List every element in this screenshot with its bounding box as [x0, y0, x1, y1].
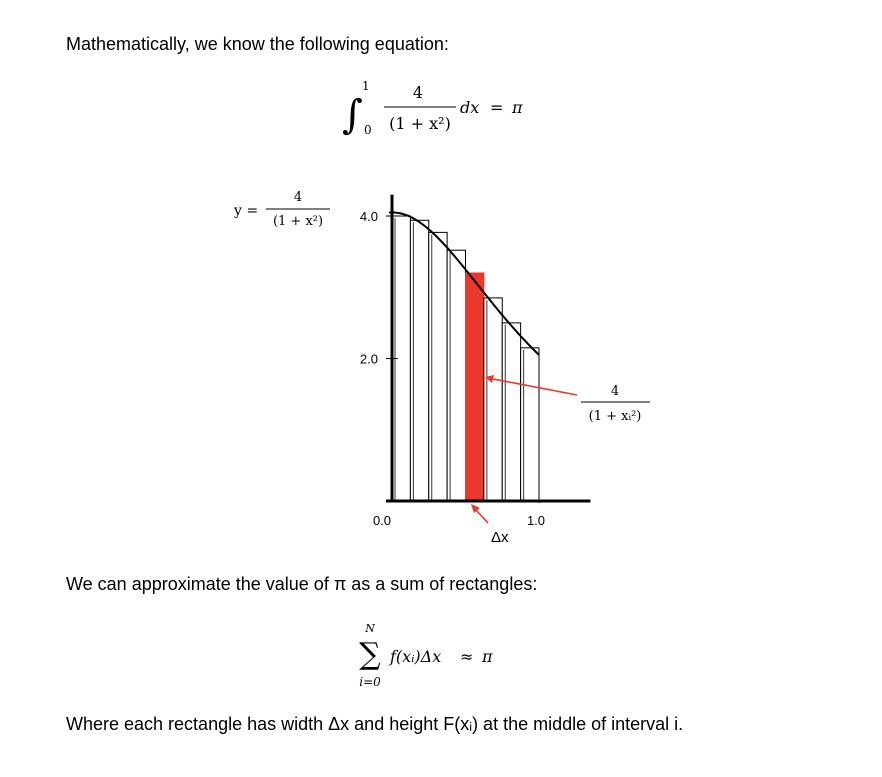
footer-text: Where each rectangle has width Δx and height F(xᵢ) at the middle of interval i. — [66, 714, 684, 734]
integral-upper-limit: 1 — [362, 79, 370, 93]
y-tick-label: 2.0 — [359, 351, 378, 367]
integral-numerator: 4 — [412, 83, 424, 102]
intro-text: Mathematically, we know the following equation: — [66, 34, 449, 54]
width-pointer-arrowhead — [471, 504, 480, 513]
integral-lower-limit: 0 — [364, 123, 372, 137]
function-label — [230, 185, 335, 235]
approx-text: We can approximate the value of π as a sum of rectangles: — [66, 574, 538, 594]
x-tick-label: 0.0 — [372, 513, 392, 528]
integral-result: π — [512, 98, 523, 117]
integral-denominator: (1 + x²) — [389, 114, 451, 133]
integral-differential: dx — [460, 98, 480, 117]
curve-label-denominator: (1 + xᵢ²) — [588, 409, 642, 424]
sum-lower-limit: i=0 — [359, 675, 381, 689]
function-label-numerator: 4 — [293, 190, 303, 205]
y-tick-label: 4.0 — [359, 209, 378, 224]
function-label-prefix: y = — [234, 203, 259, 219]
width-pointer-arrow — [476, 510, 488, 523]
summation-equation — [350, 618, 520, 693]
curve-height-label — [578, 380, 658, 430]
sum-approx: ≈ — [460, 647, 474, 666]
riemann-sum-figure — [345, 185, 665, 550]
sum-sign: ∑ — [359, 637, 381, 672]
integral-equals: = — [490, 98, 504, 117]
x-tick-label: 1.0 — [526, 513, 546, 528]
integral-sign: ∫ — [342, 92, 363, 138]
function-label-denominator: (1 + x²) — [272, 214, 324, 229]
rectangles-group — [392, 216, 539, 501]
curve-label-numerator: 4 — [610, 384, 620, 399]
integral-equation — [340, 76, 550, 140]
sum-body: f(xᵢ)Δx — [390, 647, 442, 666]
sum-result: π — [482, 647, 493, 666]
sum-upper-limit: N — [365, 622, 375, 635]
delta-x-label: Δx — [491, 529, 509, 546]
